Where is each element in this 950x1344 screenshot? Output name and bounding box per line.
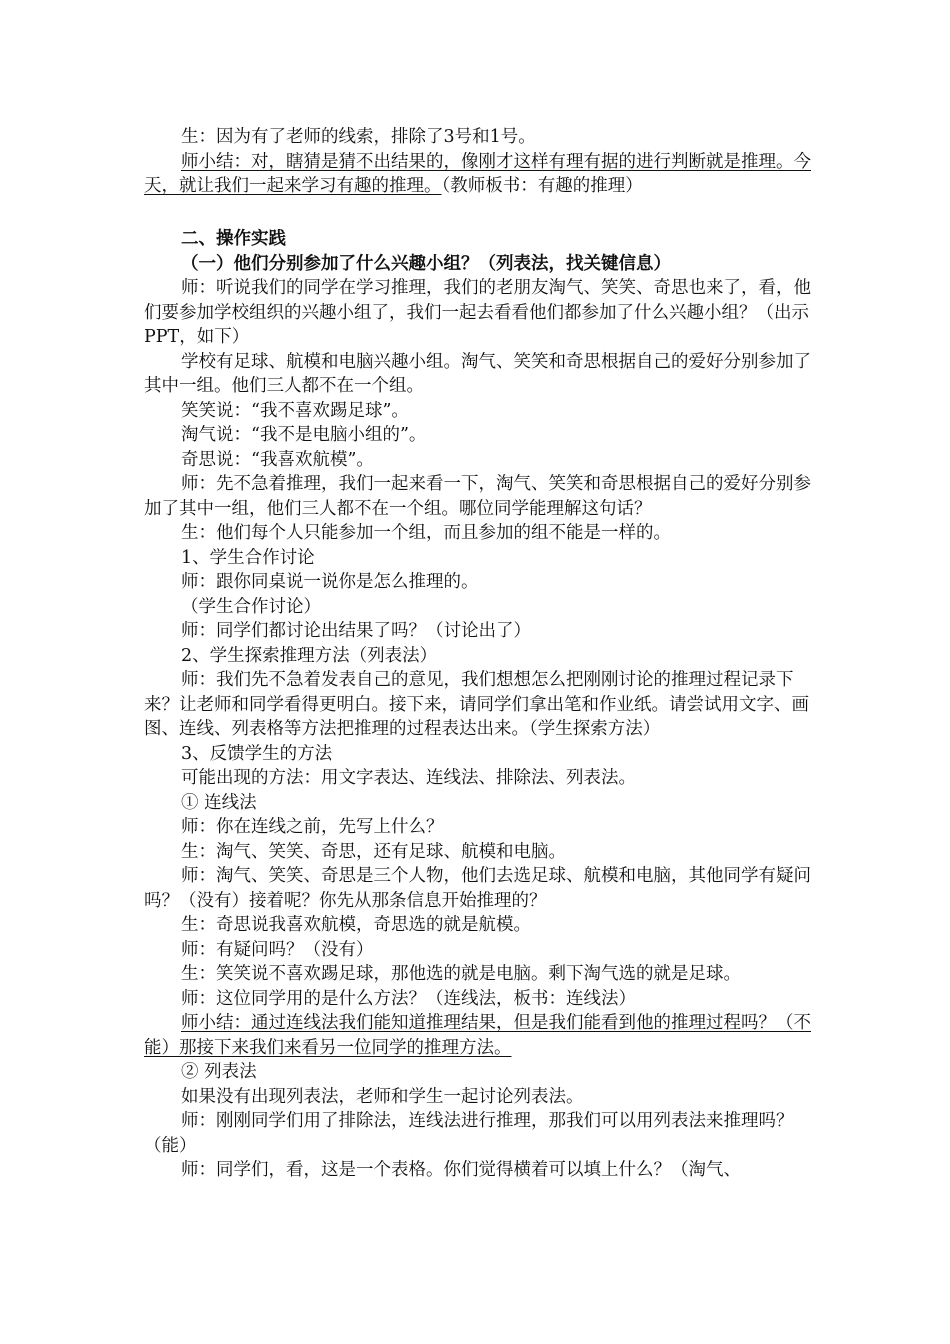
main-block xyxy=(144,227,814,1183)
blackboard-note: （教师板书：有趣的推理） xyxy=(441,176,643,196)
paragraph: 奇思说：“我喜欢航模”。 xyxy=(181,449,374,470)
paragraph: 师：刚刚同学们用了排除法，连线法进行推理，那我们可以用列表法来推理吗？（能） xyxy=(144,1111,794,1156)
paragraph: 如果没有出现列表法，老师和学生一起讨论列表法。 xyxy=(181,1086,584,1107)
paragraph: 学校有足球、航模和电脑兴趣小组。淘气、笑笑和奇思根据自己的爱好分别参加了其中一组。他们三人都不在一个组。 xyxy=(144,351,811,396)
teacher-summary-underlined: 师小结：对，瞎猜是猜不出结果的，像刚才这样有理有据的进行判断就是推理。今天，就让我们一起来学习有趣的推理。 xyxy=(144,151,811,196)
paragraph: ② 列表法 xyxy=(181,1062,257,1082)
paragraph: 生：淘气、笑笑、奇思，还有足球、航模和电脑。 xyxy=(181,841,566,862)
paragraph: 师：跟你同桌说一说你是怎么推理的。 xyxy=(181,572,479,592)
paragraph: 师：你在连线之前，先写上什么？ xyxy=(181,817,444,837)
paragraph: 3、反馈学生的方法 xyxy=(181,743,333,764)
paragraph: 生：他们每个人只能参加一个组，而且参加的组不能是一样的。 xyxy=(181,523,671,543)
paragraph: 师：我们先不急着发表自己的意见，我们想想怎么把刚刚讨论的推理过程记录下来？让老师和同学看得更明白。接下来，请同学们拿出笔和作业纸。请尝试用文字、画图、连线、列表格等方法把推理的过程表达出来。（学生探索方法） xyxy=(144,670,809,739)
summary-paragraph xyxy=(144,1011,814,1060)
teacher-summary-paragraph xyxy=(144,150,814,199)
paragraph: 师：淘气、笑笑、奇思是三个人物，他们去选足球、航模和电脑，其他同学有疑问吗？（没有）接着呢？你先从那条信息开始推理的？ xyxy=(144,866,811,911)
paragraph: （学生合作讨论） xyxy=(181,596,321,617)
paragraph: 笑笑说：“我不喜欢踢足球”。 xyxy=(181,400,409,421)
top-block xyxy=(144,125,814,199)
paragraph: 生：笑笑说不喜欢踢足球，那他选的就是电脑。剩下淘气选的就是足球。 xyxy=(181,964,741,984)
paragraph: ① 连线法 xyxy=(181,792,257,813)
paragraph: 1、学生合作讨论 xyxy=(181,547,315,568)
summary-underlined: 师小结：通过连线法我们能知道推理结果，但是我们能看到他的推理过程吗？（不能）那接下来我们来看另一位同学的推理方法。 xyxy=(144,1013,811,1058)
paragraph: 淘气说：“我不是电脑小组的”。 xyxy=(181,425,427,445)
paragraph: 可能出现的方法：用文字表达、连线法、排除法、列表法。 xyxy=(181,768,636,788)
paragraph: 师：同学们都讨论出结果了吗？（讨论出了） xyxy=(181,621,531,641)
paragraph: 师：同学们，看，这是一个表格。你们觉得横着可以填上什么？（淘气、 xyxy=(181,1160,741,1180)
paragraph: 师：有疑问吗？（没有） xyxy=(181,939,374,960)
paragraph: 师：先不急着推理，我们一起来看一下，淘气、笑笑和奇思根据自己的爱好分别参加了其中一组，他们三人都不在一个组。哪位同学能理解这句话？ xyxy=(144,474,811,519)
paragraph: 师：听说我们的同学在学习推理，我们的老朋友淘气、笑笑、奇思也来了，看，他们要参加学校组织的兴趣小组了，我们一起去看看他们都参加了什么兴趣小组？（出示PPT，如下） xyxy=(144,278,811,347)
paragraph: 生：奇思说我喜欢航模，奇思选的就是航模。 xyxy=(181,915,531,935)
student-answer-paragraph: 生：因为有了老师的线索，排除了3号和1号。 xyxy=(181,127,536,147)
section-heading: 二、操作实践 xyxy=(181,229,286,249)
subsection-heading: （一）他们分别参加了什么兴趣小组？（列表法，找关键信息） xyxy=(181,253,671,274)
paragraph: 2、学生探索推理方法（列表法） xyxy=(181,645,438,666)
paragraph: 师：这位同学用的是什么方法？（连线法，板书：连线法） xyxy=(181,988,636,1009)
